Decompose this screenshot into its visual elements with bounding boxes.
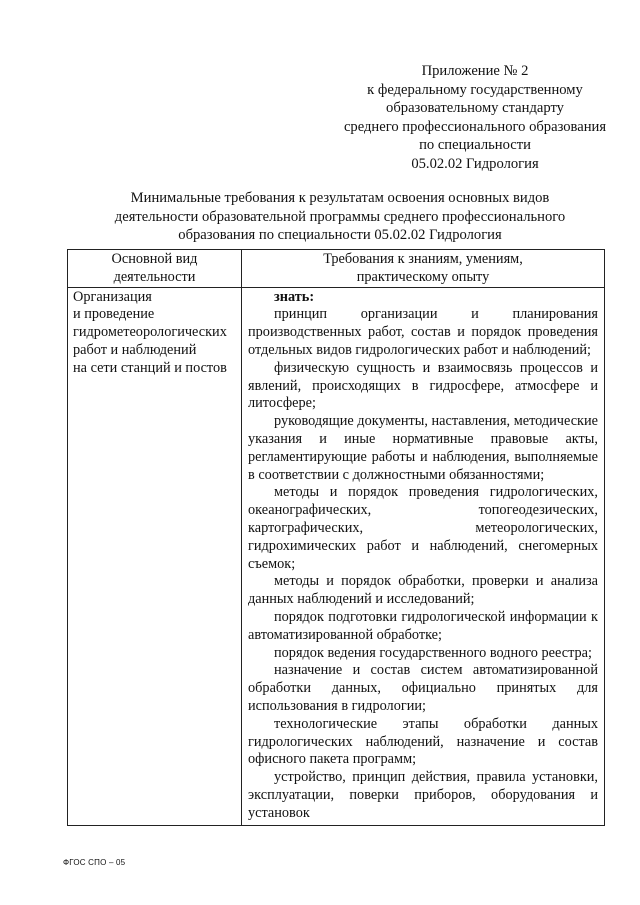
appendix-line: 05.02.02 Гидрология [411, 155, 539, 172]
table-row [68, 287, 605, 825]
know-label: знать: [274, 288, 315, 305]
table-header-row [68, 250, 605, 288]
appendix-line: Приложение № 2 [421, 63, 529, 79]
requirement-item: технологические этапы обработки данных гидрологических наблюдений, назначение и состав офисного пакета программ; [248, 715, 598, 768]
activity-line: работ и наблюдений [73, 341, 197, 358]
requirement-item: устройство, принцип действия, правила установки, эксплуатации, поверки приборов, оборудования и установок [248, 769, 598, 821]
activity-cell [68, 287, 242, 825]
title-line: Минимальные требования к результатам освоения основных видов [130, 190, 550, 206]
requirement-item: назначение и состав систем автоматизированной обработки данных, официально принятых для использования в гидрологии; [248, 662, 598, 714]
header-line: Требования к знаниям, умениям, [323, 251, 523, 267]
activity-line: гидрометеорологических [73, 324, 227, 341]
requirement-item: методы и порядок проведения гидрологических, океанографических, топогеодезических, картографических, метеорологических, гидрохимических работ и наблюдений, снегомерных съемок; [248, 484, 598, 572]
requirement-item: физическую сущность и взаимосвязь процессов и явлений, происходящих в гидросфере, атмосфере и литосфере; [248, 359, 598, 412]
activity-line: Организация [73, 288, 152, 305]
appendix-line: образовательному стандарту [386, 100, 564, 116]
requirements-table [67, 249, 605, 826]
requirements-cell [242, 287, 605, 825]
header-line: деятельности [113, 268, 196, 285]
header-requirements [242, 250, 605, 288]
requirement-item: методы и порядок обработки, проверки и анализа данных наблюдений и исследований; [248, 573, 598, 608]
header-line: Основной вид [111, 251, 198, 267]
requirement-item: принцип организации и планирования производственных работ, состав и порядок проведения отдельных видов гидрологических работ и наблюдений; [248, 306, 598, 358]
appendix-block [320, 62, 630, 173]
appendix-line: среднего профессионального образования [343, 118, 607, 135]
title-line: деятельности образовательной программы среднего профессионального [114, 208, 566, 225]
title-line: образования по специальности 05.02.02 Гидрология [178, 227, 502, 243]
activity-line: и проведение [73, 306, 155, 323]
requirement-item: порядок подготовки гидрологической информации к автоматизированной обработке; [248, 608, 598, 643]
requirement-item: руководящие документы, наставления, методические указания и иные нормативные правовые акты, регламентирующие работы и наблюдения, выполняемые в соответствии с должностными обязанностями; [248, 413, 598, 483]
header-line: практическому опыту [356, 268, 490, 285]
page-footer: ФГОС СПО – 05 [63, 858, 126, 867]
document-title [80, 189, 600, 245]
header-activity [68, 250, 242, 288]
appendix-line: к федеральному государственному [367, 81, 583, 98]
appendix-line: по специальности [419, 137, 531, 153]
activity-line: на сети станций и постов [73, 359, 227, 376]
requirement-item: порядок ведения государственного водного реестра; [274, 644, 592, 661]
